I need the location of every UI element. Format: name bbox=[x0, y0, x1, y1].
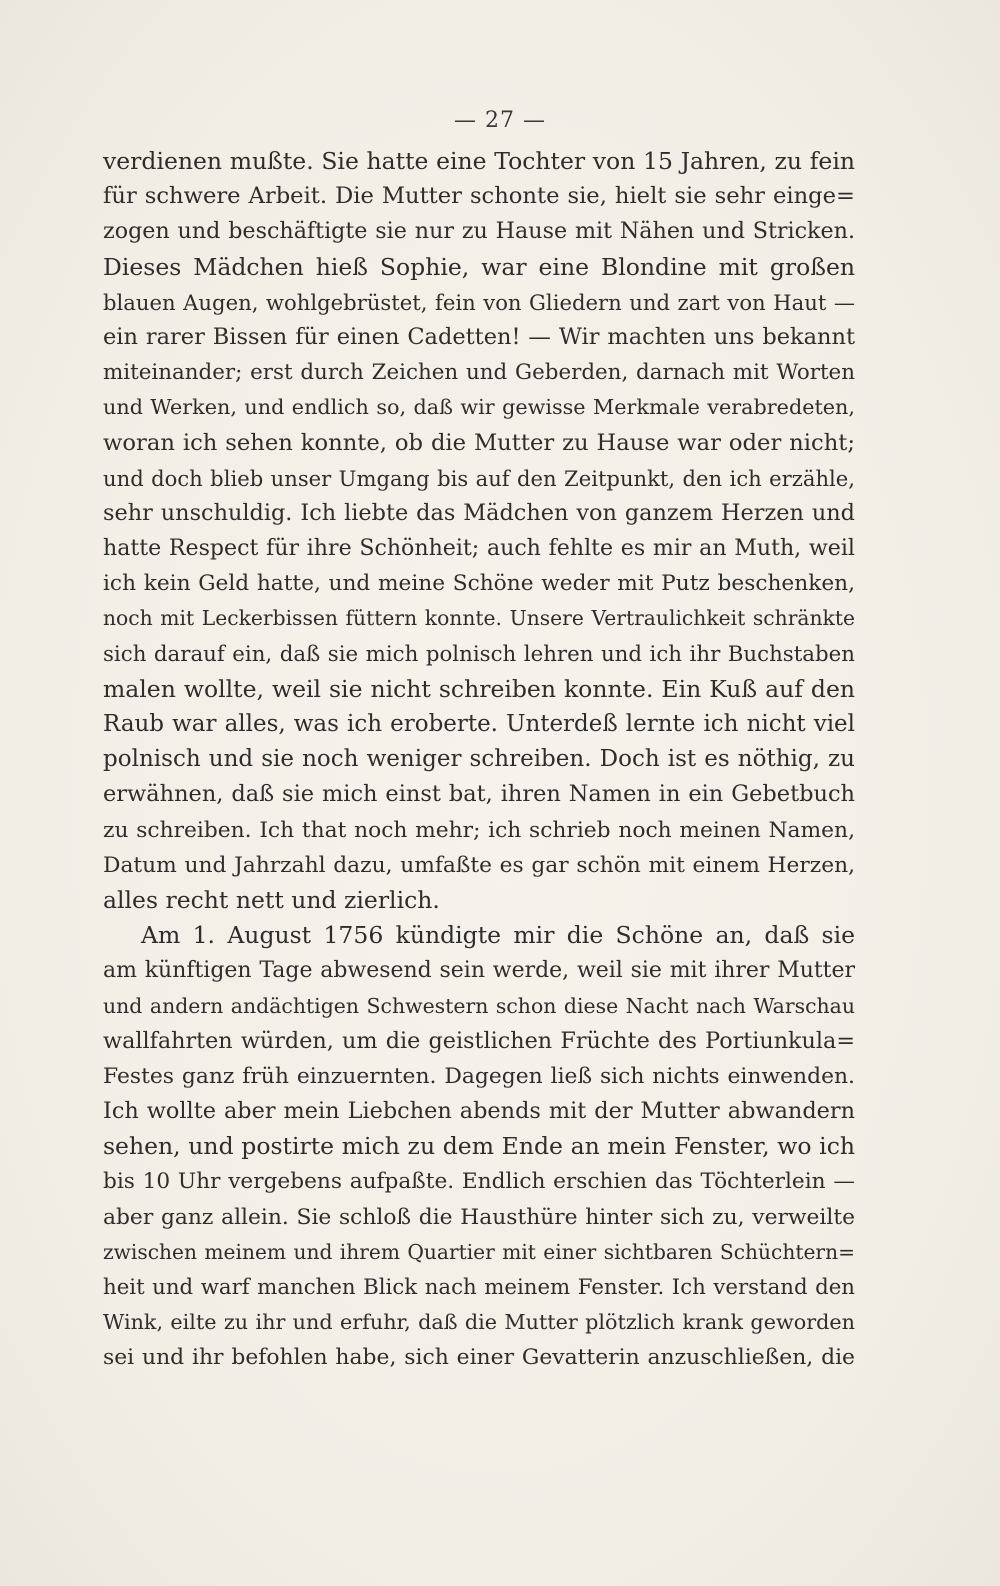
text-line: woran ich sehen konnte, ob die Mutter zu Hause war oder nicht; bbox=[103, 429, 855, 456]
text-line: sei und ihr befohlen habe, sich einer Gevatterin anzuschließen, die bbox=[103, 1345, 855, 1371]
text-line: sehen, und postirte mich zu dem Ende an mein Fenster, wo ich bbox=[103, 1132, 855, 1161]
text-line: verdienen mußte. Sie hatte eine Tochter von 15 Jahren, zu fein bbox=[103, 147, 855, 175]
text-line: aber ganz allein. Sie schloß die Hausthüre hinter sich zu, verweilte bbox=[103, 1204, 855, 1230]
text-line: und Werken, und endlich so, daß wir gewisse Merkmale verabredeten, bbox=[103, 395, 855, 420]
text-line: heit und warf manchen Blick nach meinem Fenster. Ich verstand den bbox=[103, 1275, 855, 1300]
text-line: sich darauf ein, daß sie mich polnisch lehren und ich ihr Buchstaben bbox=[103, 641, 855, 667]
text-line: erwähnen, daß sie mich einst bat, ihren Namen in ein Gebetbuch bbox=[103, 781, 855, 808]
text-line: Festes ganz früh einzuernten. Dagegen ließ sich nichts einwenden. bbox=[103, 1063, 855, 1089]
text-line: Am 1. August 1756 kündigte mir die Schöne an, daß sie bbox=[141, 921, 855, 950]
text-line: malen wollte, weil sie nicht schreiben konnte. Ein Kuß auf den bbox=[103, 674, 855, 703]
text-line: und doch blieb unser Umgang bis auf den Zeitpunkt, den ich erzähle, bbox=[103, 465, 855, 491]
text-line: am künftigen Tage abwesend sein werde, weil sie mit ihrer Mutter bbox=[103, 958, 855, 984]
text-line: Dieses Mädchen hieß Sophie, war eine Blondine mit großen bbox=[103, 252, 855, 281]
text-line: sehr unschuldig. Ich liebte das Mädchen von ganzem Herzen und bbox=[103, 499, 855, 526]
text-line: zwischen meinem und ihrem Quartier mit einer sichtbaren Schüchtern= bbox=[103, 1239, 855, 1264]
text-line: zogen und beschäftigte sie nur zu Hause mit Nähen und Stricken. bbox=[103, 218, 855, 245]
text-line: hatte Respect für ihre Schönheit; auch fehlte es mir an Muth, weil bbox=[103, 536, 855, 562]
text-line: Wink, eilte zu ihr und erfuhr, daß die Mutter plötzlich krank geworden bbox=[103, 1310, 855, 1335]
text-line: ein rarer Bissen für einen Cadetten! — Wir machten uns bekannt bbox=[103, 323, 855, 350]
text-line: zu schreiben. Ich that noch mehr; ich schrieb noch meinen Namen, bbox=[103, 817, 855, 843]
text-line: noch mit Leckerbissen füttern konnte. Unsere Vertraulichkeit schränkte bbox=[103, 606, 855, 631]
text-line: Ich wollte aber mein Liebchen abends mit der Mutter abwandern bbox=[103, 1098, 855, 1125]
text-line: und andern andächtigen Schwestern schon diese Nacht nach Warschau bbox=[103, 993, 855, 1018]
body-text bbox=[103, 144, 855, 1376]
text-line: für schwere Arbeit. Die Mutter schonte sie, hielt sie sehr einge= bbox=[103, 183, 855, 210]
text-line: alles recht nett und zierlich. bbox=[103, 885, 440, 914]
text-line: polnisch und sie noch weniger schreiben. Doch ist es nöthig, zu bbox=[103, 746, 855, 773]
text-line: Raub war alles, was ich eroberte. Unterdeß lernte ich nicht viel bbox=[103, 711, 855, 737]
page-number: — 27 — bbox=[454, 108, 546, 133]
text-line: miteinander; erst durch Zeichen und Geberden, darnach mit Worten bbox=[103, 360, 855, 386]
text-line: bis 10 Uhr vergebens aufpaßte. Endlich erschien das Töchterlein — bbox=[103, 1169, 855, 1195]
text-line: blauen Augen, wohlgebrüstet, fein von Gliedern und zart von Haut — bbox=[103, 289, 855, 315]
text-line: Datum und Jahrzahl dazu, umfaßte es gar schön mit einem Herzen, bbox=[103, 852, 855, 878]
text-line: ich kein Geld hatte, und meine Schöne weder mit Putz beschenken, bbox=[103, 571, 855, 597]
text-line: wallfahrten würden, um die geistlichen Früchte des Portiunkula= bbox=[103, 1027, 855, 1054]
